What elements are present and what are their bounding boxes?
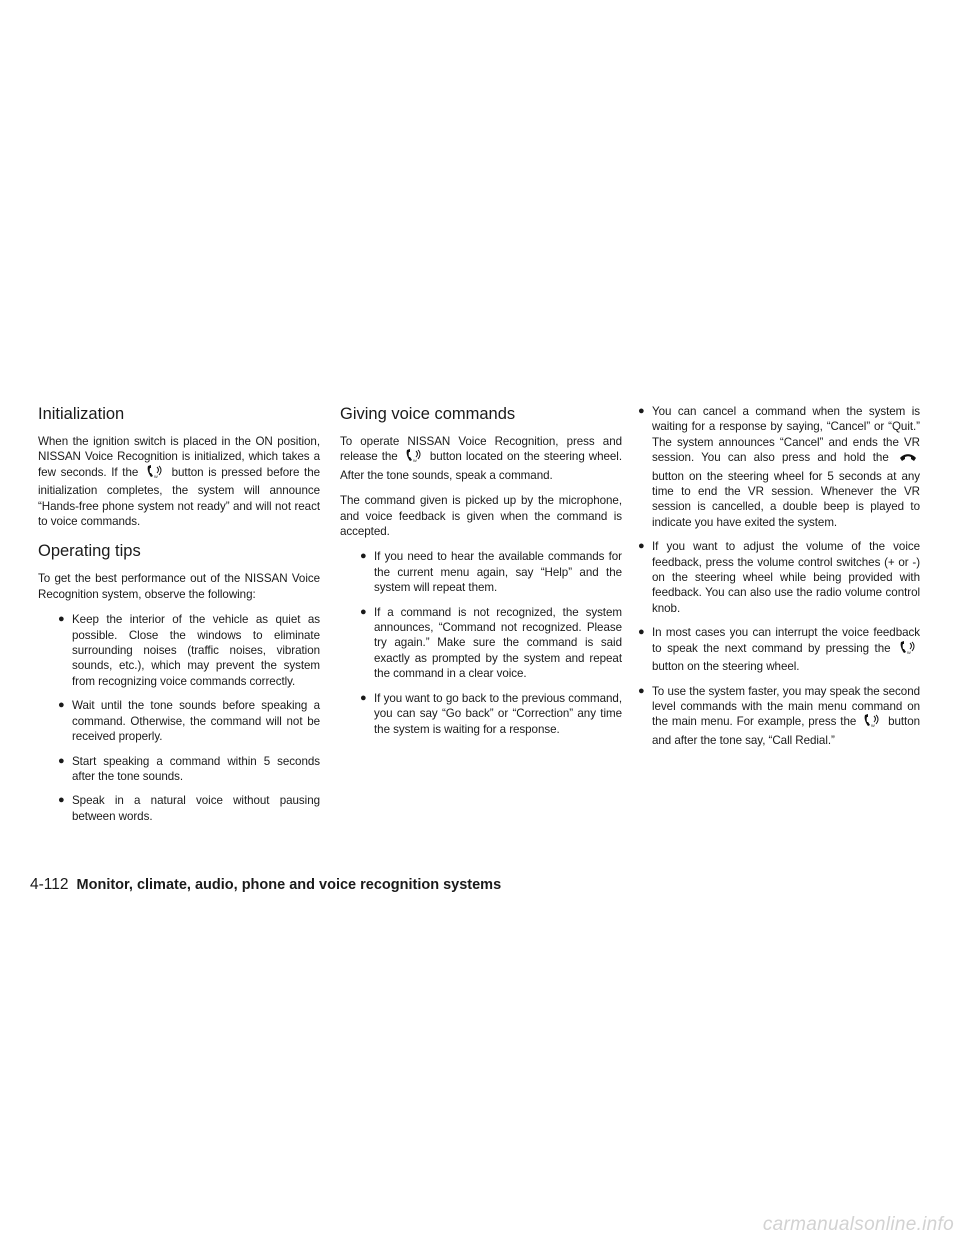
column-3 <box>638 404 920 757</box>
column-2 <box>340 404 622 746</box>
paragraph-operating-tips: To get the best performance out of the NISSAN Voice Recognition system, observe the following: <box>38 572 320 601</box>
cancel-tips-list <box>638 404 920 748</box>
list-item: ● To use the system faster, you may speak the second level commands with the main menu command on the main menu. For example, press the W button and after the tone say, “Call Redial.” <box>638 684 920 747</box>
list-item: ● You can cancel a command when the system is waiting for a response by saying, “Cancel” or “Quit.” The system announces “Cancel” and ends the VR session. You can also press and hold the button on the steering wheel for 5 seconds at any time to end the VR session. Whenever the VR session is cancelled, a double beep is played to indicate you have exited the system. <box>638 405 920 529</box>
phone-talk-icon <box>863 714 881 732</box>
list-item: ● Start speaking a command within 5 seconds after the tone sounds. <box>58 754 320 783</box>
paragraph-giving-commands: To operate NISSAN Voice Recognition, press and release the W button located on the steering wheel. After the tone sounds, speak a command. <box>340 435 623 482</box>
list-item: ● In most cases you can interrupt the voice feedback to speak the next command by pressing the W button on the steering wheel. <box>638 626 920 674</box>
list-item: ● Keep the interior of the vehicle as quiet as possible. Close the windows to eliminate surrounding noises (traffic noises, vibration sounds, etc.), which may prevent the system from recognizing voice commands correctly. <box>58 613 320 688</box>
heading-operating-tips: Operating tips <box>38 542 141 561</box>
page-footer <box>30 876 501 894</box>
phone-hangup-icon <box>899 452 917 468</box>
svg-text:W: W <box>153 473 158 479</box>
phone-talk-icon <box>899 641 917 659</box>
list-item: ● If a command is not recognized, the system announces, “Command not recognized. Please try again.” Make sure the command is said exactly as prompted by the system and repeat the command in a clear voice. <box>360 605 622 681</box>
list-item: ● If you need to hear the available commands for the current menu again, say “Help” and the system will repeat them. <box>360 550 622 595</box>
tips-list <box>38 612 320 824</box>
heading-giving-voice-commands: Giving voice commands <box>340 405 516 423</box>
svg-text:W: W <box>871 723 875 729</box>
paragraph-initialization: When the ignition switch is placed in the ON position, NISSAN Voice Recognition is initialized, which takes a few seconds. If the W button is pressed before the initialization completes, the system will announce “Hands-free phone system not ready” and will not react to voice commands. <box>38 435 321 529</box>
paragraph-command-given: The command given is picked up by the microphone, and voice feedback is given when the command is accepted. <box>340 494 622 539</box>
section-title: Monitor, climate, audio, phone and voice recognition systems <box>76 877 502 893</box>
list-item: ● Wait until the tone sounds before speaking a command. Otherwise, the command will not be received properly. <box>58 699 320 744</box>
watermark: carmanualsonline.info <box>762 1214 954 1235</box>
page-number: 4-112 <box>30 876 69 893</box>
column-1 <box>38 404 320 833</box>
list-item: ● Speak in a natural voice without pausing between words. <box>58 794 320 823</box>
command-tips-list <box>340 549 622 736</box>
phone-talk-icon <box>146 465 164 483</box>
heading-initialization: Initialization <box>38 405 125 423</box>
list-item: ● If you want to go back to the previous command, you can say “Go back” or “Correction” any time the system is waiting for a response. <box>360 691 622 736</box>
svg-text:W: W <box>907 649 911 655</box>
svg-text:W: W <box>412 458 417 464</box>
list-item: ● If you want to adjust the volume of the voice feedback, press the volume control switches (+ or -) on the steering wheel while being provided with feedback. You can also use the radio volume control knob. <box>638 540 920 615</box>
phone-talk-icon <box>405 449 423 467</box>
